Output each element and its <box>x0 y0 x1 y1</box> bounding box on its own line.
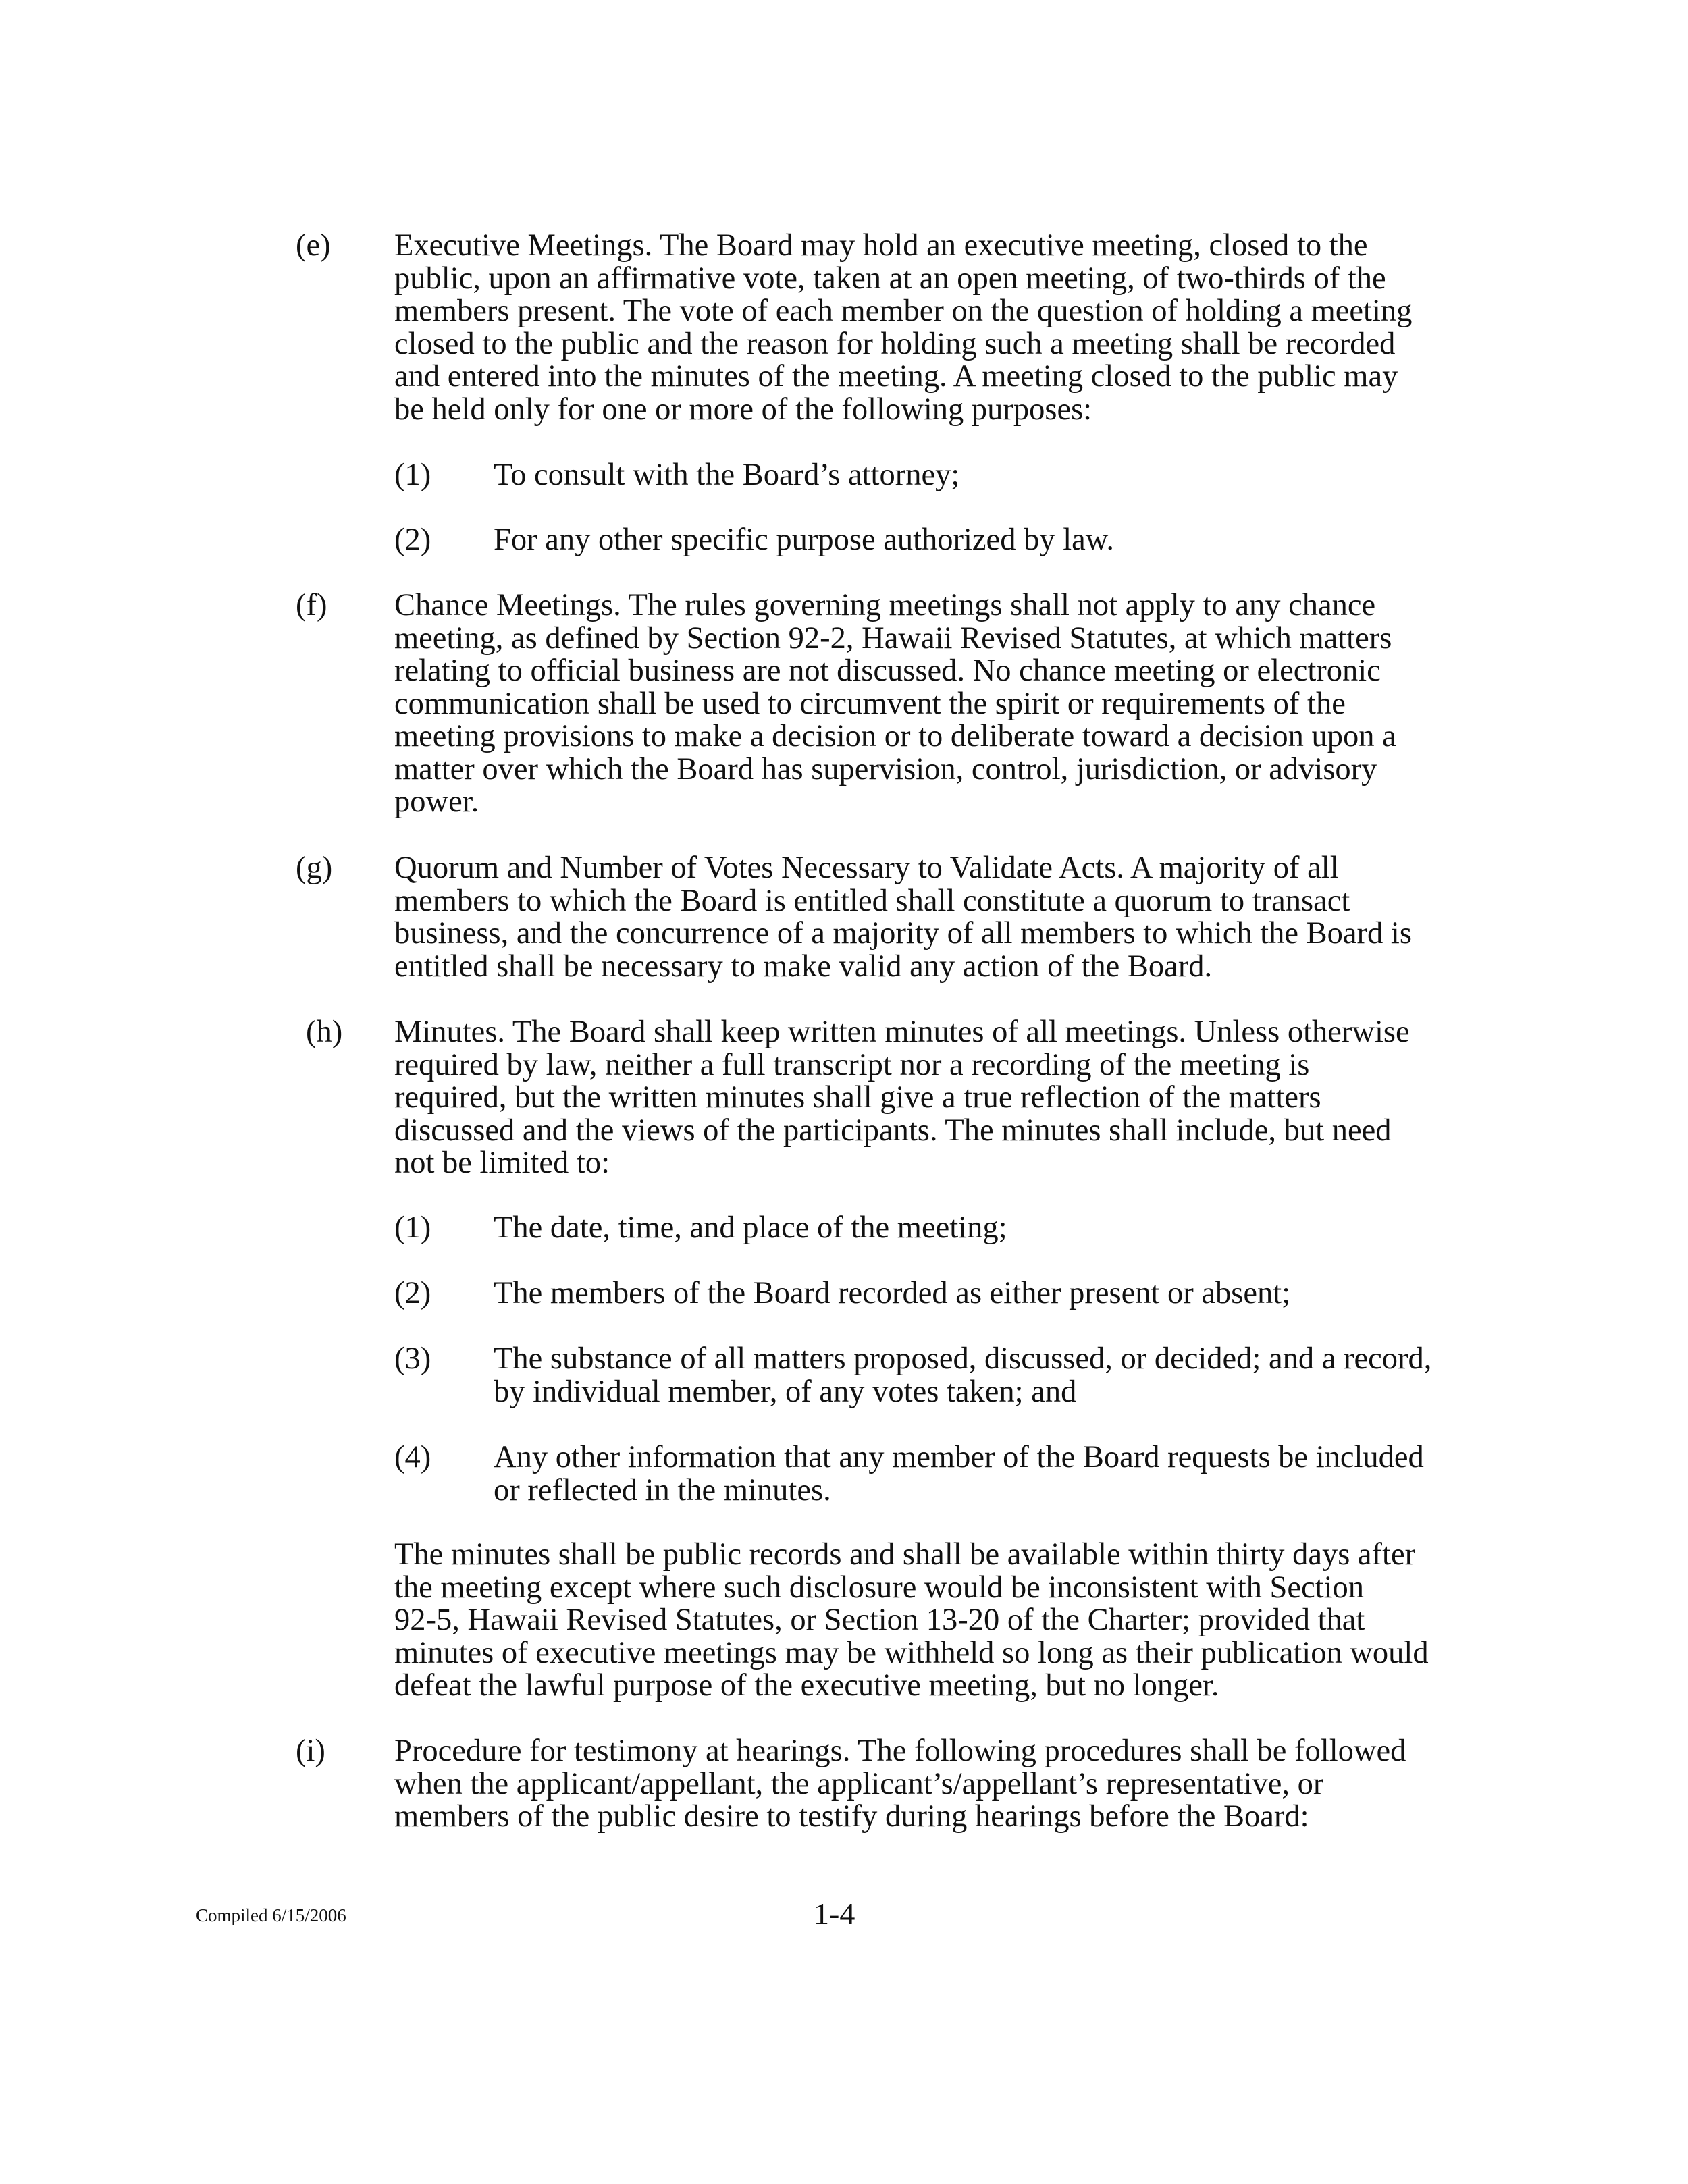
section-body <box>394 1735 1495 1834</box>
text-line: by individual member, of any votes taken; and <box>494 1374 1077 1409</box>
text-line: be held only for one or more of the following purposes: <box>394 392 1092 427</box>
text-line: Minutes. The Board shall keep written minutes of all meetings. Unless otherwise <box>394 1015 1410 1049</box>
text-line: closed to the public and the reason for holding such a meeting shall be recorded <box>394 326 1396 361</box>
section-label: (e) <box>296 228 331 263</box>
text-line: business, and the concurrence of a majority of all members to which the Board is <box>394 916 1412 951</box>
item-number: (2) <box>394 1276 431 1310</box>
text-line: The substance of all matters proposed, discussed, or decided; and a record, <box>494 1341 1432 1376</box>
text-line: Executive Meetings. The Board may hold an executive meeting, closed to the <box>394 228 1368 263</box>
section-body <box>394 230 1495 426</box>
item-text <box>494 1212 1506 1245</box>
text-line: or reflected in the minutes. <box>494 1472 831 1508</box>
item-text <box>494 1277 1506 1310</box>
section-body <box>394 1016 1495 1180</box>
text-line: members to which the Board is entitled shall constitute a quorum to transact <box>394 883 1350 918</box>
item-number: (2) <box>394 523 431 557</box>
section-label: (g) <box>296 851 333 885</box>
text-line: required by law, neither a full transcript nor a recording of the meeting is <box>394 1047 1310 1082</box>
text-line: defeat the lawful purpose of the executive meeting, but no longer. <box>394 1668 1219 1703</box>
text-line: public, upon an affirmative vote, taken at an open meeting, of two-thirds of the <box>394 261 1386 296</box>
item-text <box>494 1343 1506 1408</box>
item-number: (1) <box>394 1210 431 1245</box>
minutes-closing-paragraph <box>394 1539 1495 1703</box>
text-line: members present. The vote of each member on the question of holding a meeting <box>394 294 1413 328</box>
item-text: To consult with the Board’s attorney; <box>494 458 960 492</box>
text-line: relating to official business are not discussed. No chance meeting or electronic <box>394 654 1381 688</box>
item-text: For any other specific purpose authorized by law. <box>494 523 1114 557</box>
text-line: minutes of executive meetings may be withheld so long as their publication would <box>394 1635 1429 1670</box>
text-line: Procedure for testimony at hearings. The following procedures shall be followed <box>394 1734 1406 1768</box>
text-line: entitled shall be necessary to make valid any action of the Board. <box>394 949 1213 984</box>
text-line: required, but the written minutes shall give a true reflection of the matters <box>394 1080 1321 1115</box>
section-body <box>394 852 1495 983</box>
text-line: The minutes shall be public records and shall be available within thirty days after <box>394 1537 1416 1572</box>
footer-compiled-date: Compiled 6/15/2006 <box>196 1905 346 1925</box>
text-line: matter over which the Board has supervision, control, jurisdiction, or advisory <box>394 751 1377 787</box>
text-line: 92-5, Hawaii Revised Statutes, or Section 13-20 of the Charter; provided that <box>394 1603 1365 1637</box>
item-number: (3) <box>394 1341 431 1376</box>
text-line: and entered into the minutes of the meeting. A meeting closed to the public may <box>394 359 1398 394</box>
text-line: Quorum and Number of Votes Necessary to Validate Acts. A majority of all <box>394 851 1339 885</box>
text-line: power. <box>394 784 479 819</box>
text-line: The members of the Board recorded as either present or absent; <box>494 1276 1291 1310</box>
text-line: meeting, as defined by Section 92-2, Hawaii Revised Statutes, at which matters <box>394 620 1392 656</box>
text-line: The date, time, and place of the meeting; <box>494 1210 1007 1245</box>
item-text <box>494 1441 1506 1507</box>
text-line: the meeting except where such disclosure would be inconsistent with Section <box>394 1570 1364 1605</box>
text-line: Any other information that any member of the Board requests be included <box>494 1440 1424 1474</box>
text-line: meeting provisions to make a decision or to deliberate toward a decision upon a <box>394 719 1396 753</box>
item-number: (1) <box>394 458 431 492</box>
text-line: communication shall be used to circumvent the spirit or requirements of the <box>394 686 1346 721</box>
text-line: discussed and the views of the participants. The minutes shall include, but need <box>394 1113 1392 1148</box>
text-line: members of the public desire to testify during hearings before the Board: <box>394 1799 1309 1834</box>
section-label: (f) <box>296 588 327 622</box>
text-line: when the applicant/appellant, the applicant’s/appellant’s representative, or <box>394 1766 1324 1801</box>
section-body <box>394 589 1495 819</box>
text-line: not be limited to: <box>394 1146 610 1180</box>
section-label: (i) <box>296 1734 325 1768</box>
item-number: (4) <box>394 1440 431 1474</box>
section-label: (h) <box>306 1015 343 1049</box>
page-number: 1-4 <box>814 1896 855 1931</box>
text-line: Chance Meetings. The rules governing meetings shall not apply to any chance <box>394 588 1376 622</box>
